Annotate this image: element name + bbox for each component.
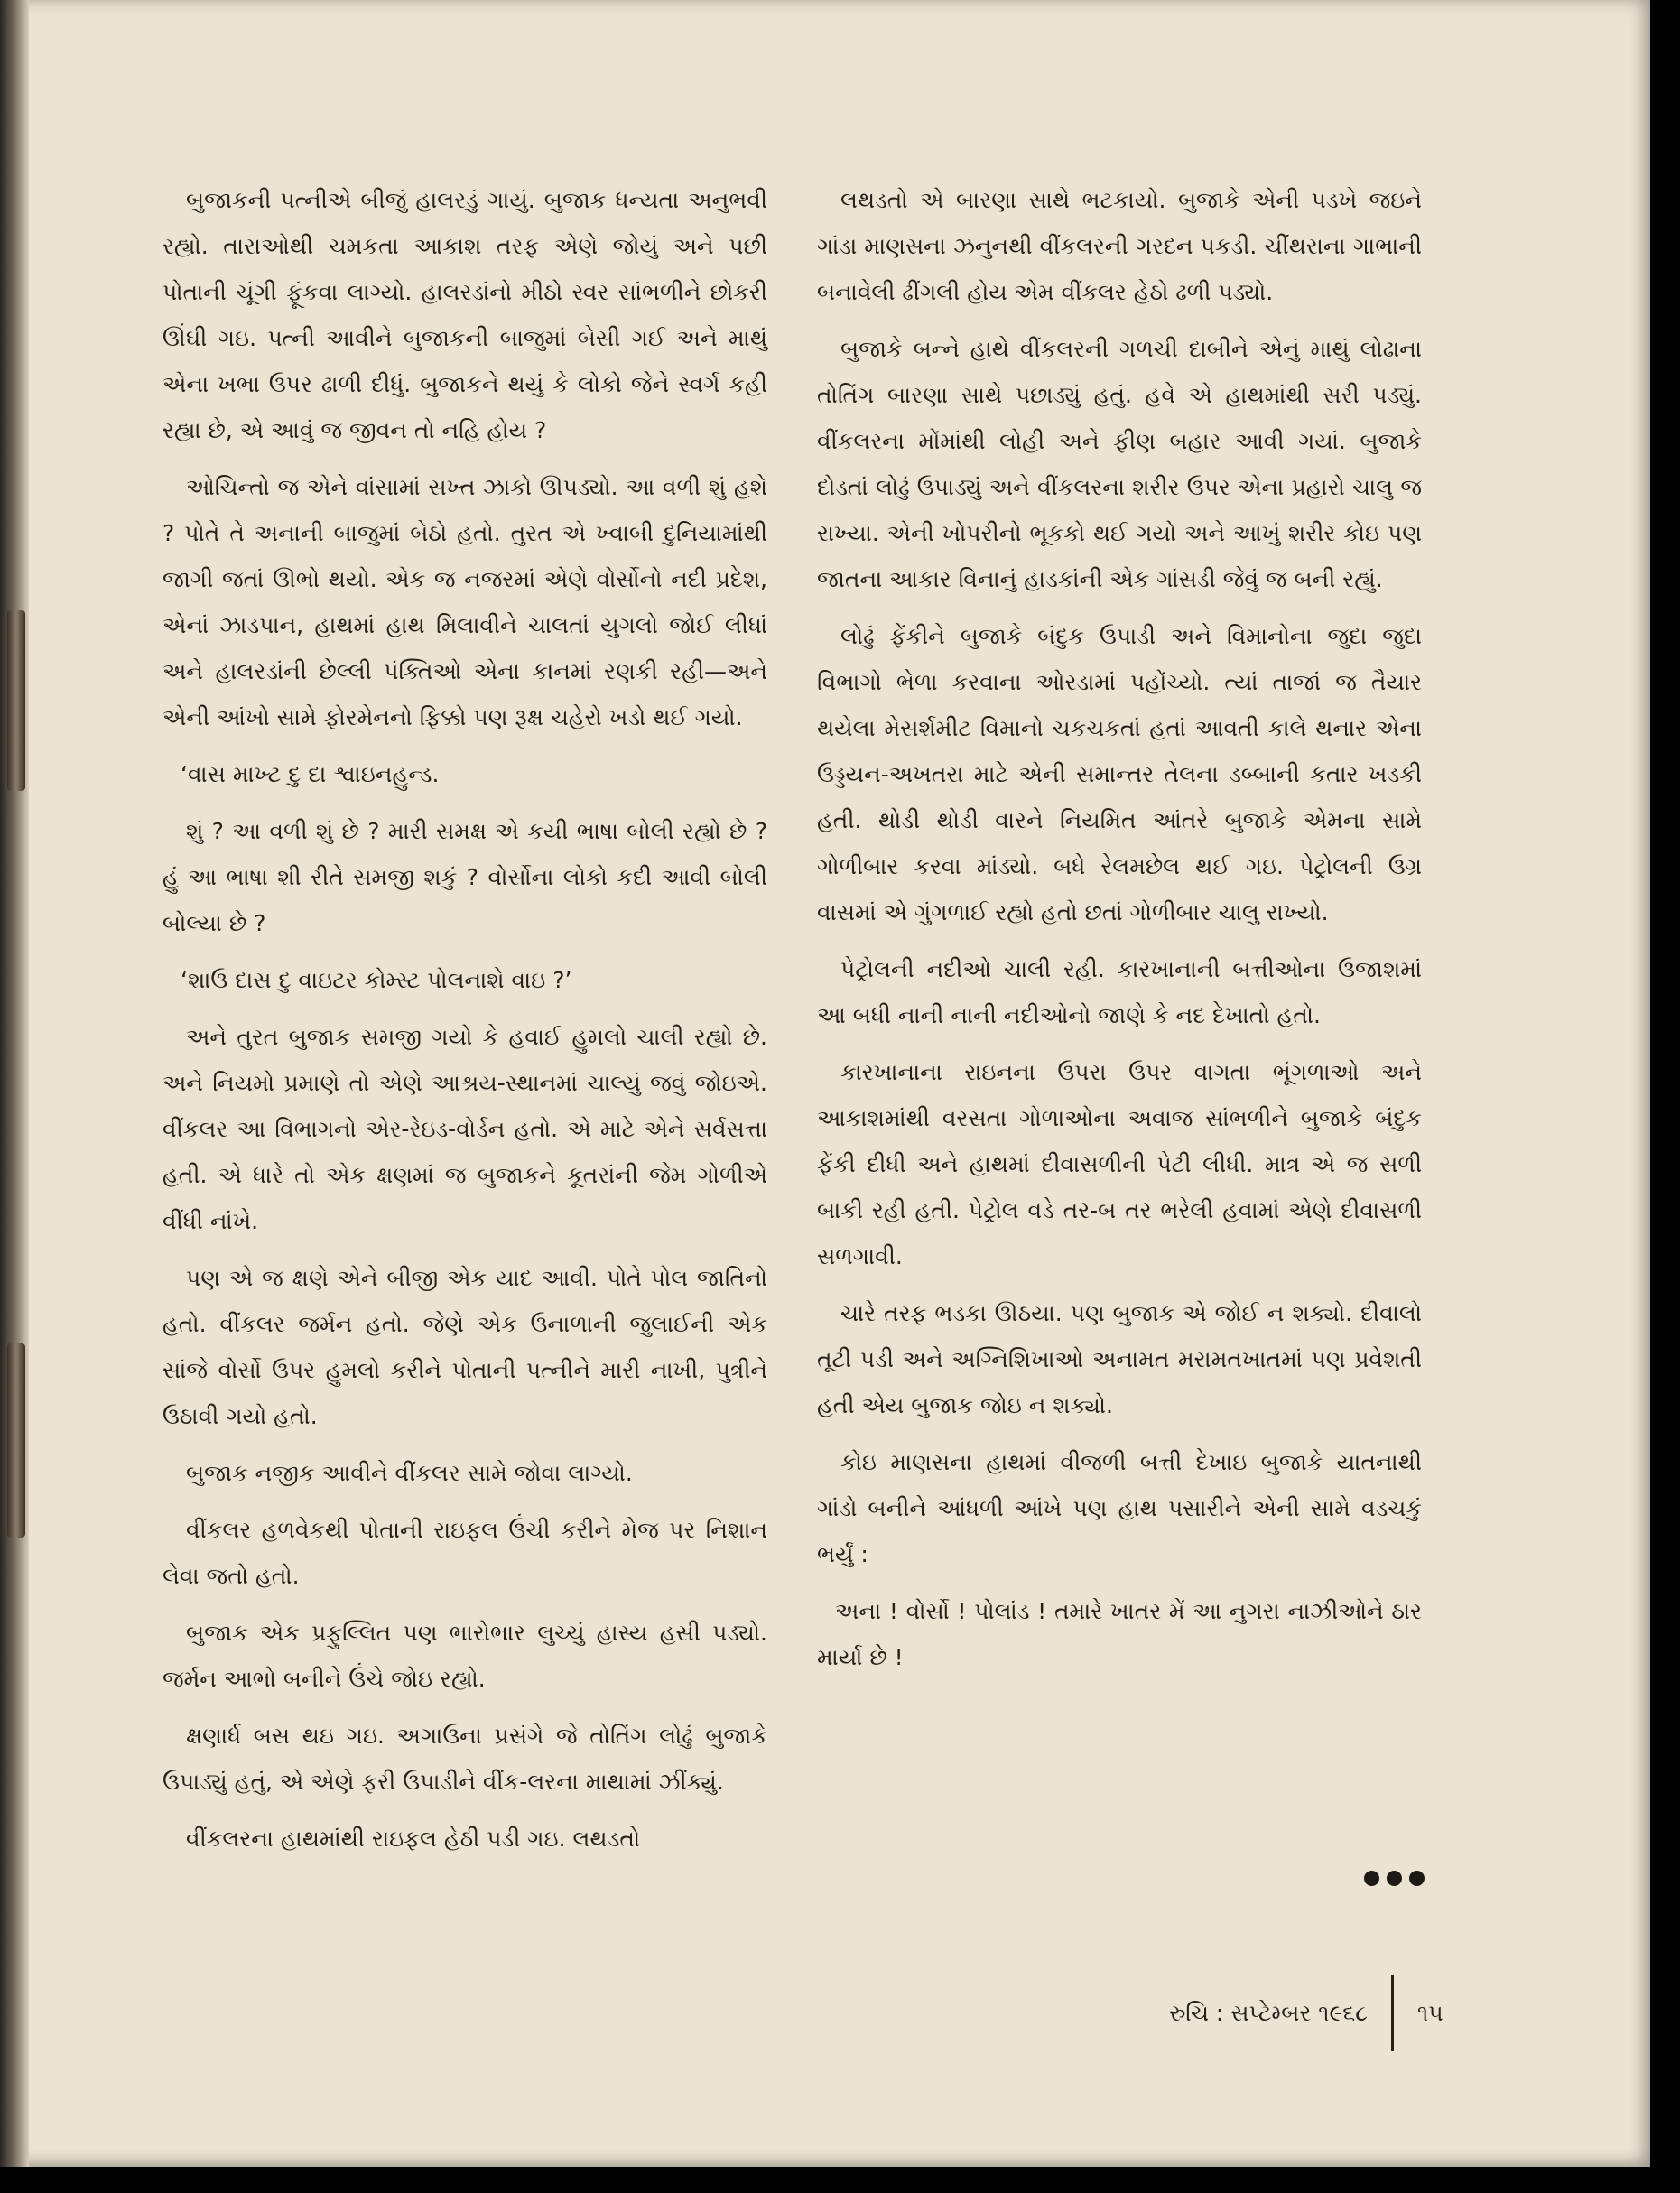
left-column bbox=[162, 177, 767, 1872]
paragraph: ઓચિન્તો જ એને વાંસામાં સખ્ત ઝાકો ઊપડ્યો. આ વળી શું હશે ? પોતે તે અનાની બાજુમાં બેઠો હતો. તુરત એ ખ્વાબી દુનિયામાંથી જાગી જતાં ઊભો થયો. એક જ નજરમાં એણે વોર્સોનો નદી પ્રદેશ, એનાં ઝાડપાન, હાથમાં હાથ મિલાવીને ચાલતાં યુગલો જોઈ લીધાં અને હાલરડાંની છેલ્લી પંક્તિઓ એના કાનમાં રણકી રહી—અને એની આંખો સામે ફોરમેનનો ફિક્કો પણ રૂક્ષ ચહેરો ખડો થઈ ગયો. bbox=[162, 474, 767, 730]
end-mark bbox=[1364, 1871, 1425, 1886]
binding-gutter bbox=[0, 0, 29, 2167]
paragraph-dialogue: અના ! વોર્સો ! પોલાંડ ! તમારે ખાતર મેં આ નુગરા નાઝીઓને ઠાર માર્યા છે ! bbox=[817, 1598, 1422, 1670]
end-mark-dot bbox=[1409, 1871, 1425, 1886]
staple-top bbox=[7, 610, 25, 791]
right-column bbox=[817, 177, 1422, 1691]
paragraph: બુજાક એક પ્રફુલ્લિત પણ ભારોભાર લુચ્ચું હાસ્ય હસી પડ્યો. જર્મન આભો બનીને ઉંચે જોઇ રહ્યો. bbox=[162, 1620, 767, 1692]
end-mark-dot bbox=[1387, 1871, 1402, 1886]
paragraph: વીંકલર હળવેકથી પોતાની રાઇફલ ઉંચી કરીને મેજ પર નિશાન લેવા જતો હતો. bbox=[162, 1517, 767, 1589]
paragraph: બુજાક નજીક આવીને વીંકલર સામે જોવા લાગ્યો. bbox=[186, 1460, 633, 1486]
page-number: ૧૫ bbox=[1417, 2000, 1443, 2026]
staple-bottom bbox=[7, 1343, 25, 1538]
paragraph: લથડતો એ બારણા સાથે ભટકાયો. બુજાકે એની પડખે જઇને ગાંડા માણસના ઝનુનથી વીંકલરની ગરદન પકડી. ચીંથરાના ગાભાની બનાવેલી ઢીંગલી હોય એમ વીંકલર હેઠો ઢળી પડ્યો. bbox=[817, 187, 1422, 305]
footer-magazine-issue: રુચિ : સપ્ટેમ્બર ૧૯૬૮ bbox=[1168, 2000, 1368, 2026]
paragraph: અને તુરત બુજાક સમજી ગયો કે હવાઈ હુમલો ચાલી રહ્યો છે. અને નિયમો પ્રમાણે તો એણે આશ્રય-સ્થાનમાં ચાલ્યું જવું જોઇએ. વીંકલર આ વિભાગનો એર-રેઇડ-વોર્ડન હતો. એ માટે એને સર્વસત્તા હતી. એ ધારે તો એક ક્ષણમાં જ બુજાકને કૂતરાંની જેમ ગોળીએ વીંધી નાંખે. bbox=[162, 1024, 767, 1234]
paragraph: બુજાકે બન્ને હાથે વીંકલરની ગળચી દાબીને એનું માથું લોઢાના તોતિંગ બારણા સાથે પછાડ્યું હતું. હવે એ હાથમાંથી સરી પડ્યું. વીંકલરના મોંમાંથી લોહી અને ફીણ બહાર આવી ગયાં. બુજાકે દોડતાં લોઢું ઉપાડ્યું અને વીંકલરના શરીર ઉપર એના પ્રહારો ચાલુ જ રાખ્યા. એની ખોપરીનો ભૂકકો થઈ ગયો અને આખું શરીર કોઇ પણ જાતના આકાર વિનાનું હાડકાંની એક ગાંસડી જેવું જ બની રહ્યું. bbox=[817, 336, 1422, 592]
end-mark-dot bbox=[1364, 1871, 1379, 1886]
paragraph: કોઇ માણસના હાથમાં વીજળી બત્તી દેખાઇ બુજાકે યાતનાથી ગાંડો બનીને આંધળી આંખે પણ હાથ પસારીને એની સામે વડચકું ભર્યું : bbox=[817, 1449, 1422, 1567]
paragraph: ચારે તરફ ભડકા ઊઠયા. પણ બુજાક એ જોઈ ન શક્યો. દીવાલો તૂટી પડી અને અગ્નિશિખાઓ અનામત મરામતખાતમાં પણ પ્રવેશતી હતી એય બુજાક જોઇ ન શક્યો. bbox=[817, 1300, 1422, 1418]
paragraph: લોઢું ફેંકીને બુજાકે બંદુક ઉપાડી અને વિમાનોના જુદા જુદા વિભાગો ભેળા કરવાના ઓરડામાં પહોંચ્યો. ત્યાં તાજાં જ તૈયાર થયેલા મેસર્શમીટ વિમાનો ચકચકતાં હતાં આવતી કાલે થનાર એના ઉડ્ડયન-અખતરા માટે એની સમાન્તર તેલના ડબ્બાની કતાર ખડકી હતી. થોડી થોડી વારને નિયમિત આંતરે બુજાકે એમના સામે ગોળીબાર કરવા માંડ્યો. બધે રેલમછેલ થઈ ગઇ. પેટ્રોલની ઉગ્ર વાસમાં એ ગુંગળાઈ રહ્યો હતો છતાં ગોળીબાર ચાલુ રાખ્યો. bbox=[817, 623, 1422, 925]
paragraph: બુજાકની પત્નીએ બીજું હાલરડું ગાયું. બુજાક ધન્યતા અનુભવી રહ્યો. તારાઓથી ચમકતા આકાશ તરફ એણે જોયું અને પછી પોતાની ચૂંગી ફૂંકવા લાગ્યો. હાલરડાંનો મીઠો સ્વર સાંભળીને છોકરી ઊંઘી ગઇ. પત્ની આવીને બુજાકની બાજુમાં બેસી ગઈ અને માથું એના ખભા ઉપર ઢાળી દીધું. બુજાકને થયું કે લોકો જેને સ્વર્ગ કહી રહ્યા છે, એ આવું જ જીવન તો નહિ હોય ? bbox=[162, 187, 767, 443]
paragraph: પણ એ જ ક્ષણે એને બીજી એક યાદ આવી. પોતે પોલ જાતિનો હતો. વીંકલર જર્મન હતો. જેણે એક ઉનાળાની જુલાઈની એક સાંજે વોર્સો ઉપર હુમલો કરીને પોતાની પત્નીને મારી નાખી, પુત્રીને ઉઠાવી ગયો હતો. bbox=[162, 1265, 767, 1429]
page-footer bbox=[1092, 1986, 1471, 2040]
paragraph: વીંકલરના હાથમાંથી રાઇફલ હેઠી પડી ગઇ. લથડતો bbox=[186, 1826, 641, 1852]
paragraph: શું ? આ વળી શું છે ? મારી સમક્ષ એ કયી ભાષા બોલી રહ્યો છે ? હું આ ભાષા શી રીતે સમજી શકું ? વોર્સોના લોકો કદી આવી બોલી બોલ્યા છે ? bbox=[162, 818, 767, 936]
paragraph: કારખાનાના રાઇનના ઉપરા ઉપર વાગતા ભૂંગળાઓ અને આકાશમાંથી વરસતા ગોળાઓના અવાજ સાંભળીને બુજાકે બંદુક ફેંકી દીધી અને હાથમાં દીવાસળીની પેટી લીધી. માત્ર એ જ સળી બાકી રહી હતી. પેટ્રોલ વડે તર-બ તર ભરેલી હવામાં એણે દીવાસળી સળગાવી. bbox=[817, 1059, 1422, 1269]
paragraph-dialogue: ‘વાસ માખ્ટ દુ દા શ્વાઇનહુન્ડ. bbox=[181, 761, 440, 787]
paragraph: ક્ષણાર્ધ બસ થઇ ગઇ. અગાઉના પ્રસંગે જે તોતિંગ લોઢું બુજાકે ઉપાડ્યું હતું, એ એણે ફરી ઉપાડીને વીંક-લરના માથામાં ઝીંક્યું. bbox=[162, 1723, 767, 1795]
paragraph-dialogue: ‘શાઉ દાસ દુ વાઇટર કોમ્સ્ટ પોલનાશે વાઇ ?’ bbox=[181, 967, 572, 993]
paragraph: પેટ્રોલની નદીઓ ચાલી રહી. કારખાનાની બત્તીઓના ઉજાશમાં આ બધી નાની નાની નદીઓનો જાણે કે નદ દેખાતો હતો. bbox=[817, 956, 1422, 1028]
